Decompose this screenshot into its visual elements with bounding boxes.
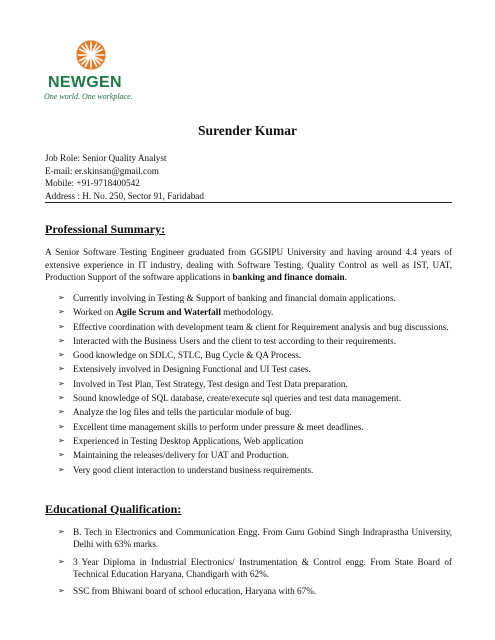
newgen-logo xyxy=(40,38,150,104)
arrow-bullet-icon: ➢ xyxy=(58,464,65,474)
education-bullet xyxy=(58,556,452,581)
arrow-bullet-icon: ➢ xyxy=(58,364,65,374)
logo-tagline: One world. One workplace. xyxy=(44,92,133,101)
intro-bold: banking and finance domain xyxy=(232,272,345,283)
arrow-bullet-icon: ➢ xyxy=(58,435,65,445)
bullet-pre: Good knowledge on SDLC, STLC, Bug Cycle & QA Process. xyxy=(73,350,302,361)
candidate-name: Surender Kumar xyxy=(198,123,297,138)
arrow-bullet-icon: ➢ xyxy=(58,556,65,566)
education-text: B. Tech in Electronics and Communication Engg. From Guru Gobind Singh Indraprastha University, Delhi with 63% marks. xyxy=(73,527,452,550)
bullet-pre: Very good client interaction to understand business requirements. xyxy=(73,464,314,475)
email: E-mail: er.skinsan@gmail.com xyxy=(45,165,159,176)
arrow-bullet-icon: ➢ xyxy=(58,321,65,331)
summary-bullet xyxy=(58,349,452,361)
summary-bullet xyxy=(58,306,452,318)
summary-bullet xyxy=(58,378,452,390)
bullet-post: methodology. xyxy=(220,307,274,318)
bullet-pre: Interacted with the Business Users and the client to test according to their requirements. xyxy=(73,335,396,346)
bullet-pre: Maintaining the releases/delivery for UAT and Production. xyxy=(73,450,289,461)
bullet-pre: Sound knowledge of SQL database, create/execute sql queries and test data management. xyxy=(73,393,401,404)
bullet-pre: Involved in Test Plan, Test Strategy, Test design and Test Data preparation. xyxy=(73,378,348,389)
arrow-bullet-icon: ➢ xyxy=(58,527,65,536)
bullet-pre: Extensively involved in Designing Functional and UI Test cases. xyxy=(73,364,311,375)
summary-bullet xyxy=(58,321,452,333)
summary-intro xyxy=(45,246,452,284)
address: Address : H. No. 250, Sector 91, Faridabad xyxy=(45,190,204,201)
bullet-pre: Worked on xyxy=(73,307,116,318)
bullet-pre: Effective coordination with development team & client for Requirement analysis and bug discussions. xyxy=(73,321,449,332)
mobile: Mobile: +91-9718400542 xyxy=(45,178,140,189)
education-bullets xyxy=(58,526,452,599)
arrow-bullet-icon: ➢ xyxy=(58,393,65,403)
summary-bullet xyxy=(58,449,452,461)
summary-bullets xyxy=(58,292,452,478)
arrow-bullet-icon: ➢ xyxy=(58,293,65,302)
bullet-pre: Excellent time management skills to perform under pressure & meet deadlines. xyxy=(73,421,364,432)
education-text: 3 Year Diploma in Industrial Electronics/ Instrumentation & Control engg. From State Board of Technical Education Haryana, Chandigarh with 62%. xyxy=(73,556,452,579)
logo-wordmark: NEWGEN xyxy=(48,74,122,91)
arrow-bullet-icon: ➢ xyxy=(58,335,65,345)
summary-heading: Professional Summary: xyxy=(45,222,166,236)
education-bullet xyxy=(58,585,452,597)
bullet-pre: Experienced in Testing Desktop Applications, Web application xyxy=(73,435,304,446)
newgen-globe-icon xyxy=(74,38,108,72)
arrow-bullet-icon: ➢ xyxy=(58,421,65,431)
education-text: SSC from Bhiwani board of school education, Haryana with 67%. xyxy=(73,586,317,597)
bullet-pre: Currently involving in Testing & Support of banking and financial domain applications. xyxy=(73,293,396,303)
intro-end: . xyxy=(344,272,347,283)
summary-bullet xyxy=(58,292,452,304)
education-heading: Educational Qualification: xyxy=(45,502,182,516)
job-role: Job Role: Senior Quality Analyst xyxy=(45,153,167,163)
summary-bullet xyxy=(58,363,452,375)
arrow-bullet-icon: ➢ xyxy=(58,378,65,388)
summary-bullet xyxy=(58,421,452,433)
bullet-bold: Agile Scrum and Waterfall xyxy=(115,307,221,318)
arrow-bullet-icon: ➢ xyxy=(58,450,65,460)
summary-bullet xyxy=(58,464,452,476)
summary-bullet xyxy=(58,335,452,347)
intro-text: A Senior Software Testing Engineer graduated from GGSIPU University and having around 4.4 years of extensive experience in IT industry, dealing with Software Testing, Quality Control as well as IST, UAT, Production Support of the software applications in xyxy=(45,247,452,283)
summary-bullet xyxy=(58,435,452,447)
education-bullet xyxy=(58,526,452,551)
arrow-bullet-icon: ➢ xyxy=(58,307,65,317)
header-divider xyxy=(45,202,452,203)
arrow-bullet-icon: ➢ xyxy=(58,586,65,596)
bullet-pre: Analyze the log files and tells the particular module of bug. xyxy=(73,407,292,418)
arrow-bullet-icon: ➢ xyxy=(58,407,65,417)
summary-bullet xyxy=(58,406,452,418)
arrow-bullet-icon: ➢ xyxy=(58,350,65,360)
contact-block xyxy=(45,152,204,202)
summary-bullet xyxy=(58,392,452,404)
